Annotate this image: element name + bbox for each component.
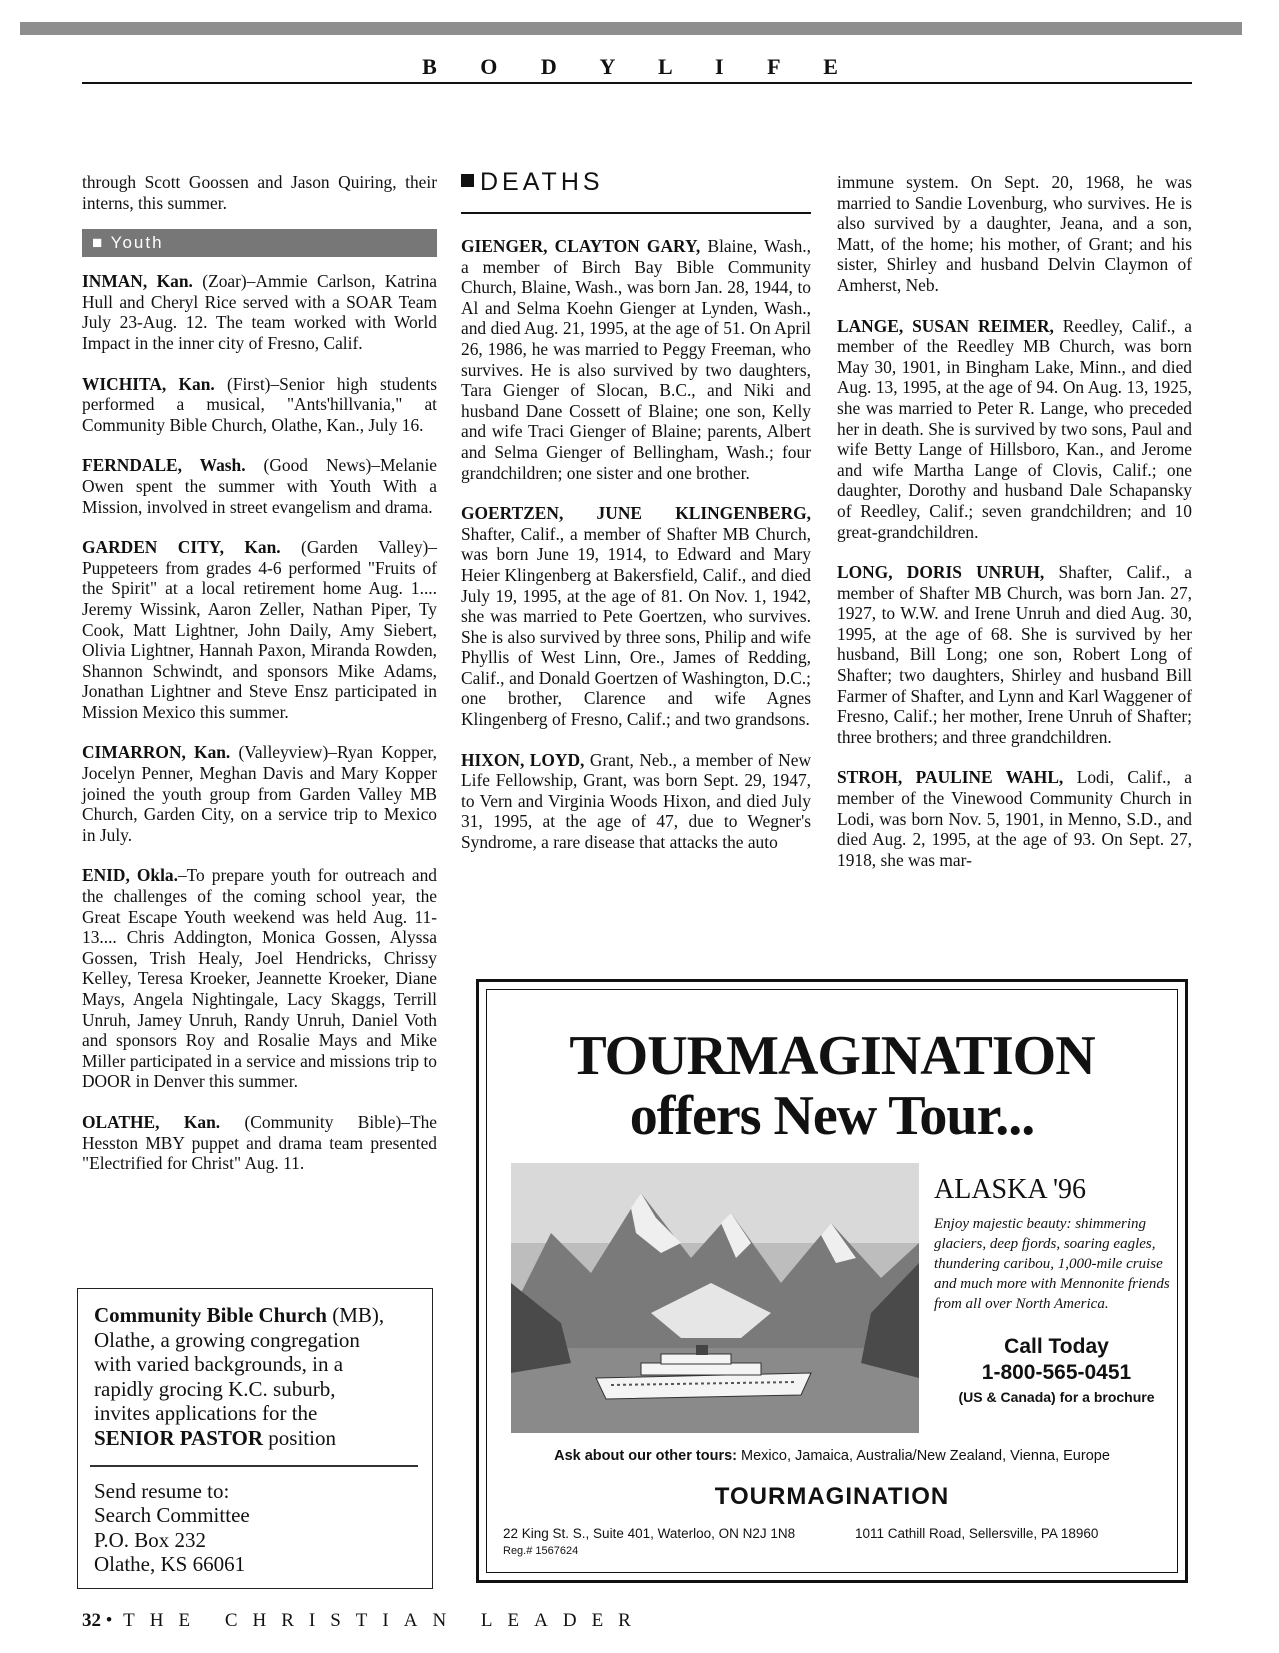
- page-number: 32: [82, 1610, 101, 1631]
- send-line: Search Committee: [94, 1503, 250, 1528]
- article-entry: [82, 271, 437, 353]
- youth-entries: [82, 271, 437, 1174]
- entry-heading: INMAN, Kan.: [82, 271, 193, 292]
- entry-heading: OLATHE, Kan.: [82, 1111, 221, 1132]
- entry-heading: WICHITA, Kan.: [82, 373, 215, 394]
- call-block: [934, 1334, 1179, 1408]
- entry-heading: GIENGER, CLAYTON GARY,: [461, 236, 701, 256]
- entry-body: Blaine, Wash., a member of Birch Bay Bible Community Church, Blaine, Wash., was born Jan. 28, 1944, to Al and Selma Koehn Gienger at Lynden, Wash., and died Aug. 21, 1995, at the age of 51. On April 26, 1986, he was married to Peggy Freeman, who survives. He is also survived by two daughters, Tara Gienger of Slocan, B.C., and Niki and husband Dane Cossett of Blaine; one son, Kelly and wife Traci Gienger of Blaine; parents, Albert and Selma Gienger of Bellingham, Wash.; four grandchildren; one sister and one brother.: [461, 236, 811, 483]
- entry-heading: GOERTZEN, JUNE KLINGENBERG,: [461, 503, 811, 524]
- entry-heading: GARDEN CITY, Kan.: [82, 537, 281, 558]
- call-note: (US & Canada) for a brochure: [958, 1389, 1155, 1405]
- canada-address: 22 King St. S., Suite 401, Waterloo, ON N2J 1N8: [503, 1526, 796, 1541]
- article-entry: [82, 455, 437, 517]
- obituary-entries-col3: [837, 316, 1192, 871]
- ad-line: invites applications for the: [94, 1401, 318, 1426]
- entry-body: (Valleyview)–Ryan Kopper, Jocelyn Penner, Meghan Davis and Mary Kopper joined the youth group from Garden Valley MB Church, Garden City, on a service trip to Mexico in July.: [82, 742, 437, 845]
- article-entry: [82, 742, 437, 845]
- article-entry: [837, 767, 1192, 870]
- entry-heading: HIXON, LOYD,: [461, 749, 585, 770]
- entry-body: (Garden Valley)–Puppeteers from grades 4-6 performed "Fruits of the Spirit" at a local retirement home Aug. 1.... Jeremy Wissink, Aaron Zeller, Nathan Piper, Ty Cook, Matt Lightner, John Daily, Amy Siebert, Olivia Lightner, Hannah Paxon, Miranda Rowden, Shannon Schwindt, and sponsors Mike Adams, Jonathan Lightner and Steve Ensz participated in Mission Mexico this summer.: [82, 537, 437, 722]
- ad-line: with varied backgrounds, in a: [94, 1352, 344, 1377]
- intro-text: through Scott Goossen and Jason Quiring, their interns, this summer.: [82, 172, 437, 213]
- entry-heading: ENID, Okla.: [82, 865, 178, 886]
- brand-logo: TOURMAGINATION: [714, 1483, 950, 1510]
- square-bullet-icon: [461, 174, 474, 187]
- send-line: Olathe, KS 66061: [94, 1552, 246, 1577]
- article-entry: [461, 503, 811, 730]
- entry-heading: LONG, DORIS UNRUH,: [837, 562, 1045, 583]
- article-entry: [461, 236, 811, 483]
- entry-body: Lodi, Calif., a member of the Vinewood Community Church in Lodi, was born Nov. 5, 1901, in Menno, S.D., and died Aug. 2, 1995, at the age of 93. On Sept. 27, 1918, she was mar-: [837, 767, 1192, 870]
- entry-body: (Community Bible)–The Hesston MBY puppet and drama team presented "Electrified for Christ" Aug. 11.: [82, 1111, 437, 1174]
- other-tours: [479, 1448, 1185, 1464]
- tour-blurb: Enjoy majestic beauty: shimmering glaciers, deep fjords, soaring eagles, thundering caribou, 1,000-mile cruise and much more with Mennonite friends from all over North America.: [934, 1216, 1170, 1312]
- senior-pastor-ad: [77, 1288, 433, 1589]
- entry-body: Grant, Neb., a member of New Life Fellowship, Grant, was born Sept. 29, 1947, to Vern and Virginia Woods Hixon, and died July 31, 1995, at the age of 47, due to Wegner's Syndrome, a rare disease that attacks the auto: [461, 749, 812, 853]
- entry-heading: LANGE, SUSAN REIMER,: [837, 315, 1054, 336]
- column-3: [837, 172, 1192, 890]
- entry-heading: FERNDALE, Wash.: [82, 455, 246, 476]
- church-suffix: (MB),: [326, 1303, 385, 1327]
- other-tours-list: Mexico, Jamaica, Australia/New Zealand, Vienna, Europe: [736, 1448, 1110, 1464]
- deaths-heading: [461, 168, 811, 204]
- destination-title: ALASKA '96: [934, 1174, 1087, 1205]
- call-label: Call Today: [1004, 1335, 1109, 1358]
- footer-bullet: •: [105, 1610, 113, 1631]
- alaska-cruise-photo: [511, 1163, 919, 1433]
- position-title: SENIOR PASTOR: [94, 1425, 264, 1450]
- article-entry: [82, 374, 437, 436]
- send-line: P.O. Box 232: [94, 1527, 207, 1552]
- deaths-heading-text: DEATHS: [480, 168, 604, 196]
- column-1: [82, 172, 437, 1194]
- addresses: [503, 1526, 1163, 1541]
- entry-body: (Good News)–Melanie Owen spent the summer with Youth With a Mission, involved in street evangelism and drama.: [82, 455, 438, 517]
- other-tours-label: Ask about our other tours:: [554, 1448, 737, 1464]
- article-entry: [837, 562, 1192, 747]
- tourmagination-ad: [476, 979, 1188, 1583]
- article-entry: [461, 750, 811, 853]
- phone-number: 1-800-565-0451: [981, 1361, 1132, 1384]
- entry-body: Shafter, Calif., a member of Shafter MB Church, was born Jan. 27, 1927, to W.W. and Irene Unruh and died Aug. 30, 1995, at the age of 68. She is survived by her husband, Bill Long; one son, Robert Long of Shafter; two daughters, Shirley and husband Bill Farmer of Shafter, and Lynn and Karl Waggener of Fresno, Calif.; her mother, Irene Unruh of Shafter; three brothers; and three grandchildren.: [837, 562, 1192, 747]
- ad-title: TOURMAGINATION: [569, 1025, 1095, 1087]
- us-address: 1011 Cathill Road, Sellersville, PA 18960: [855, 1526, 1099, 1541]
- deaths-rule: [461, 212, 811, 214]
- church-line: [94, 1303, 418, 1328]
- column-2: [461, 168, 812, 873]
- ad-subtitle: offers New Tour...: [629, 1085, 1035, 1147]
- entry-heading: CIMARRON, Kan.: [82, 742, 231, 763]
- article-entry: [82, 865, 437, 1092]
- obituary-continuation: immune system. On Sept. 20, 1968, he was married to Sandie Lovenburg, who survives. He is also survived by a daughter, Jeana, and a son, Matt, of the home; his mother, of Grant; and his sister, Shirley and husband Delvin Claymon of Amherst, Neb.: [837, 172, 1192, 295]
- church-name: Community Bible Church: [94, 1303, 327, 1327]
- publication-name: THE CHRISTIAN LEADER: [123, 1610, 646, 1631]
- position-rest: position: [263, 1425, 336, 1450]
- entry-body: Reedley, Calif., a member of the Reedley MB Church, was born May 30, 1901, in Bingham Lake, Minn., and died Aug. 13, 1995, at the age of 94. On Aug. 13, 1925, she was married to Peter R. Lange, who preceded her in death. She is survived by two sons, Paul and wife Betty Lange of Hillsboro, Kan., and Jerome and wife Martha Lange of Clovis, Calif.; one daughter, Dorothy and husband Dale Schapansky of Reedley, Calif.; seven grandchildren; and 10 great-grandchildren.: [837, 315, 1192, 542]
- send-line: Send resume to:: [94, 1478, 230, 1503]
- entry-body: (First)–Senior high students performed a musical, "Ants'hillvania," at Community Bible Church, Olathe, Kan., July 16.: [82, 373, 437, 435]
- section-header: B O D Y L I F E: [422, 54, 857, 79]
- position-line: [94, 1426, 418, 1451]
- entry-body: –To prepare youth for outreach and the challenges of the coming school year, the Great Escape Youth weekend was held Aug. 11-13.... Chris Addington, Monica Gossen, Alyssa Gossen, Trish Healy, Joel Hendricks, Chrissy Kelley, Teresa Kroeker, Jeannette Kroeker, Diane Mays, Angela Nightingale, Lacy Skaggs, Terrill Unruh, Jamey Unruh, Randy Unruh, Daniel Voth and sponsors Roy and Rosalie Mays and Mike Miller participated in a service and missions trip to DOOR in Denver this summer.: [82, 865, 437, 1092]
- ad-line: rapidly grocing K.C. suburb,: [94, 1376, 336, 1401]
- article-entry: [82, 537, 437, 722]
- entry-heading: STROH, PAULINE WAHL,: [837, 767, 1064, 788]
- top-gray-rule: [20, 22, 1242, 35]
- article-entry: [82, 1112, 437, 1174]
- registration-number: Reg.# 1567624: [503, 1545, 579, 1557]
- article-entry: [837, 316, 1192, 543]
- page-footer: [82, 1610, 646, 1632]
- entry-body: (Zoar)–Ammie Carlson, Katrina Hull and Cheryl Rice served with a SOAR Team July 23-Aug. 12. The team worked with World Impact in the inner city of Fresno, Calif.: [82, 271, 438, 353]
- entry-body: Shafter, Calif., a member of Shafter MB Church, was born June 19, 1914, to Edward and Mary Heier Klingenberg at Bakersfield, Calif., and died July 19, 1995, at the age of 81. On Nov. 1, 1942, she was married to Pete Goertzen, who survives. She is also survived by three sons, Philip and wife Phyllis of West Linn, Ore., James of Redding, Calif., and Donald Goertzen of Washington, D.C.; one brother, Clarence and wife Agnes Klingenberg of Fresno, Calif.; and two grandsons.: [461, 523, 811, 730]
- header-rule: [82, 82, 1192, 84]
- obituary-entries-col2: [461, 236, 811, 853]
- ad-divider: [90, 1465, 418, 1467]
- ad-line: Olathe, a growing congregation: [94, 1327, 360, 1352]
- youth-heading: ■ Youth: [82, 229, 437, 257]
- ad-sidebar: [934, 1174, 1179, 1408]
